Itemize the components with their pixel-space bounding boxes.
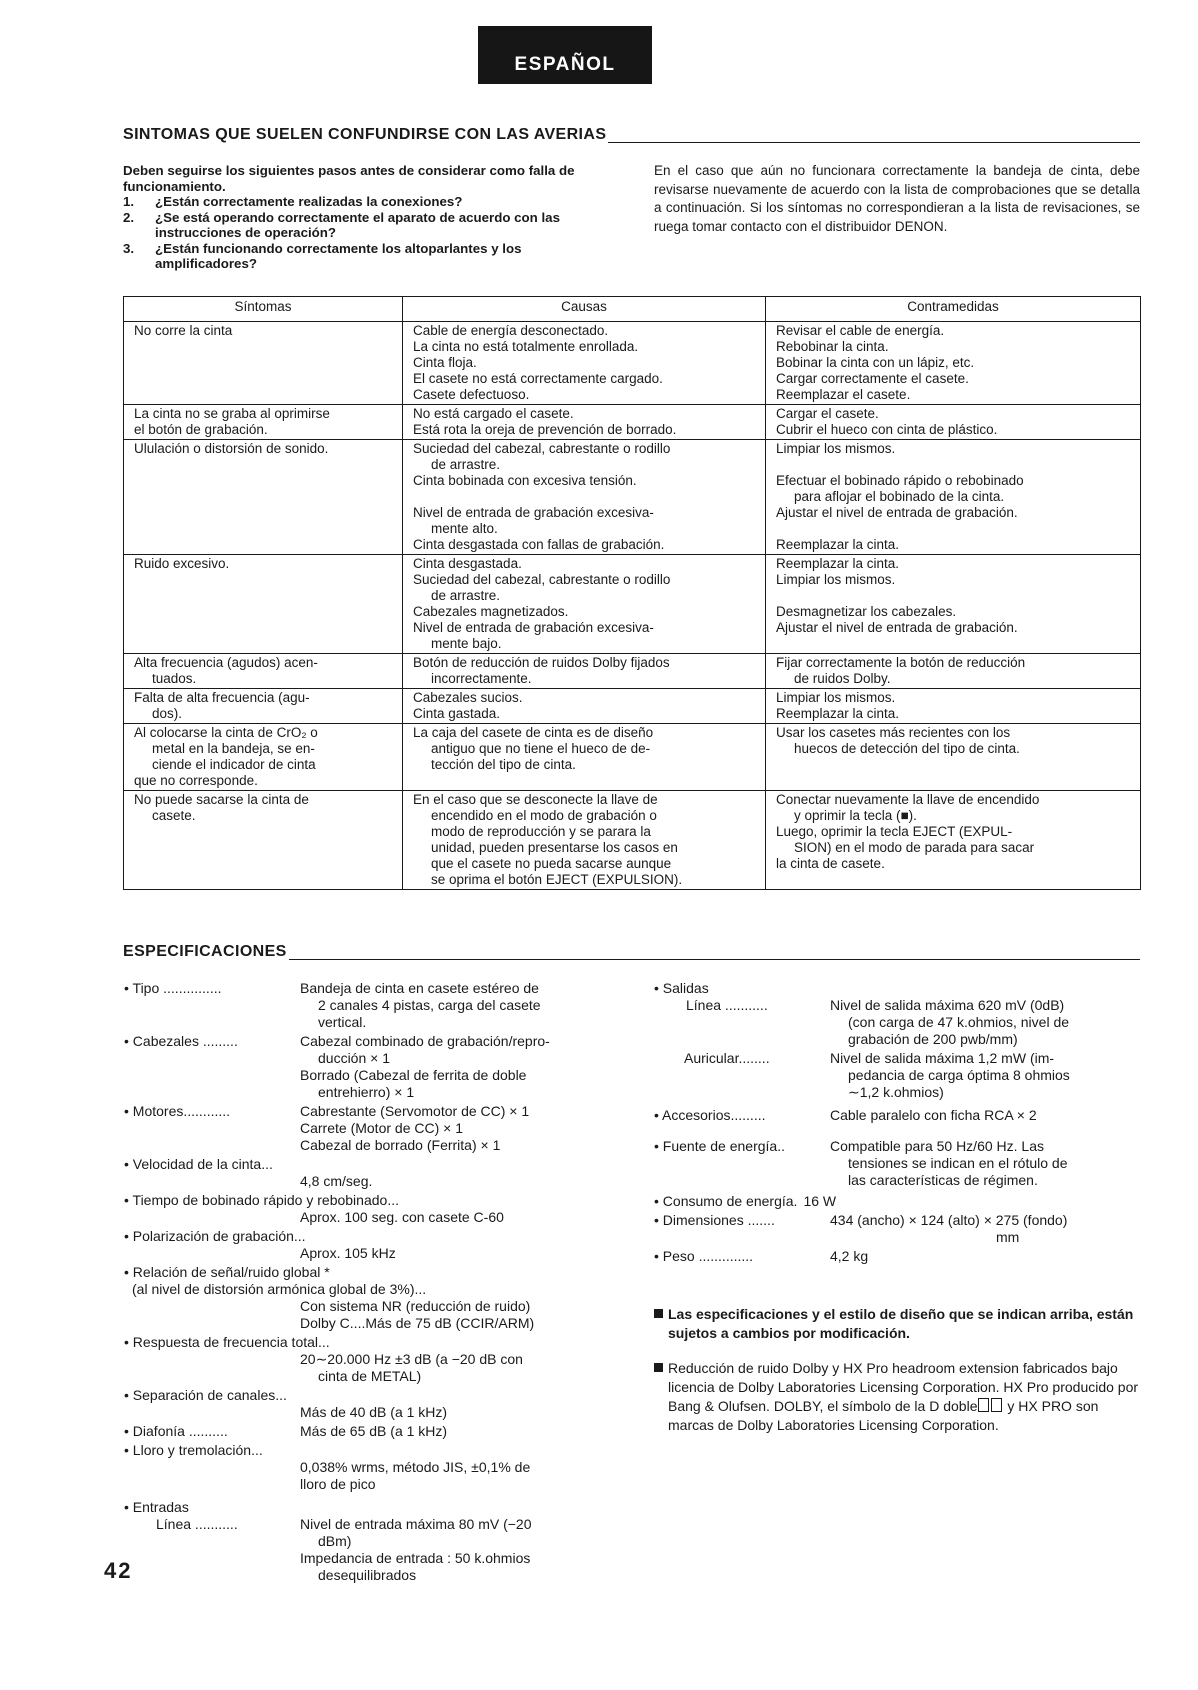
spec-value: cinta de METAL) [318,1368,422,1384]
remedy-cell [766,791,1141,890]
spec-label: • Entradas [124,1499,189,1515]
cell-line [776,521,1130,537]
spec-velocidad [124,1156,614,1190]
spec-consumo [654,1193,1142,1210]
spec-label: • Peso .............. [654,1248,754,1264]
cause-cell [403,405,766,440]
cell-line: para aflojar el bobinado de la cinta. [794,489,1005,504]
cause-cell [403,791,766,890]
spec-accesorios [654,1107,1142,1124]
section-title-text: ESPECIFICACIONES [123,943,287,960]
title-rule [289,958,1140,960]
cell-line: dos). [152,706,183,721]
spec-salidas-label: • Salidas [654,980,709,996]
cell-line: se oprima el botón EJECT (EXPULSION). [431,872,683,887]
cell-line: Limpiar los mismos. [776,572,896,587]
cause-cell [403,654,766,689]
cell-line: La cinta no está totalmente enrollada. [413,339,639,354]
spec-line: Compatible para 50 Hz/60 Hz. Las [830,1138,1044,1154]
cell-line: Casete defectuoso. [413,387,530,402]
cell-line: Ajustar el nivel de entrada de grabación. [776,505,1018,520]
cell-line: Reemplazar la cinta. [776,556,900,571]
cell-line: el botón de grabación. [134,422,268,437]
cell-line: Cargar el casete. [776,406,879,421]
spec-tiempo-bobinado [124,1192,614,1226]
spec-label: • Dimensiones ....... [654,1212,775,1228]
remedy-cell [766,724,1141,791]
spec-label: • Respuesta de frecuencia total... [124,1334,330,1350]
cause-cell [403,440,766,555]
spec-value: 20∼20.000 Hz ±3 dB (a −20 dB con [300,1351,523,1367]
spec-line: entrehierro) × 1 [318,1084,415,1100]
spec-lloro [124,1442,614,1493]
spec-salidas-linea [654,997,1142,1048]
spec-label: • Consumo de energía. [654,1193,798,1209]
spec-entradas-linea [124,1516,614,1584]
cell-line: de arrastre. [431,588,501,603]
dolby-double-d-icon [978,1398,989,1412]
cell-line: incorrectamente. [431,671,532,686]
spec-value [300,980,614,1031]
checklist-number: 2. [123,209,135,225]
cell-line: Revisar el cable de energía. [776,323,945,338]
spec-label: • Polarización de grabación... [124,1228,306,1244]
cell-line: Suciedad del cabezal, cabrestante o rodillo [413,572,671,587]
checklist-item [123,210,613,241]
cell-line: antiguo que no tiene el hueco de de- [431,741,651,756]
cell-line: casete. [152,808,196,823]
spec-tipo [124,980,614,1031]
cell-line: En el caso que se desconecte la llave de [413,792,658,807]
cell-line: Al colocarse la cinta de CrO₂ o [134,725,318,740]
spec-line: Cabezal de borrado (Ferrita) × 1 [300,1137,501,1153]
spec-value: lloro de pico [300,1476,376,1492]
symptom-cell [124,322,403,405]
intro-lead: Deben seguirse los siguientes pasos antes de considerar como falla de funcionamiento. [123,163,575,194]
cell-line: que no corresponde. [134,773,258,788]
spec-line: Carrete (Motor de CC) × 1 [300,1120,463,1136]
cell-line: modo de reproducción y se parara la [431,824,651,839]
spec-line: grabación de 200 pwb/mm) [848,1031,1018,1047]
remedy-cell [766,555,1141,654]
cell-line [776,457,1130,473]
symptom-cell [124,689,403,724]
spec-value: Más de 65 dB (a 1 kHz) [300,1423,448,1439]
cell-line: Falta de alta frecuencia (agu- [134,690,310,705]
spec-line: pedancia de carga óptima 8 ohmios [848,1067,1070,1083]
cell-line: metal en la bandeja, se en- [152,741,315,756]
cell-line: Luego, oprimir la tecla EJECT (EXPUL- [776,824,1013,839]
symptom-cell [124,555,403,654]
cell-line: Cabezales magnetizados. [413,604,569,619]
section-title-symptoms [123,127,1140,143]
cell-line: El casete no está correctamente cargado. [413,371,663,386]
spec-line: 434 (ancho) × 124 (alto) × 275 (fondo) [830,1212,1068,1228]
spec-line: las características de régimen. [848,1172,1038,1188]
spec-line: Bandeja de cinta en casete estéreo de [300,980,539,996]
spec-relacion-senal-ruido [124,1264,614,1332]
cell-line: No corre la cinta [134,323,233,338]
spec-line: vertical. [318,1014,367,1030]
cell-line: Cinta desgastada. [413,556,522,571]
language-tab-label: ESPAÑOL [514,54,616,75]
spec-label: • Tiempo de bobinado rápido y rebobinado... [124,1192,399,1208]
spec-value: 4,8 cm/seg. [300,1173,373,1189]
spec-line: Impedancia de entrada : 50 k.ohmios [300,1550,531,1566]
cause-cell [403,724,766,791]
table-row [124,440,1141,555]
remedy-cell [766,322,1141,405]
spec-label: • Separación de canales... [124,1387,287,1403]
checklist-item [123,194,613,210]
table-row [124,405,1141,440]
cell-line: Nivel de entrada de grabación excesiva- [413,505,654,520]
specs-right-column [654,980,1142,1435]
square-bullet-icon [654,1309,663,1318]
spec-polarizacion [124,1228,614,1262]
cell-line: No puede sacarse la cinta de [134,792,309,807]
spec-line: desequilibrados [318,1567,417,1583]
checklist-item [123,241,613,272]
symptom-cell [124,405,403,440]
table-row [124,555,1141,654]
symptom-cell [124,654,403,689]
spec-label: • Diafonía .......... [124,1423,228,1439]
intro-checklist [123,163,613,272]
spec-line: Nivel de salida máxima 620 mV (0dB) [830,997,1065,1013]
cell-line: Cinta bobinada con excesiva tensión. [413,473,637,488]
spec-dimensiones [654,1212,1142,1246]
checklist-number: 1. [123,194,135,209]
remedy-cell [766,689,1141,724]
spec-value [300,1103,614,1154]
specs-left-column [124,980,614,1586]
spec-label: • Fuente de energía.. [654,1138,785,1154]
cell-line: Está rota la oreja de prevención de borrado. [413,422,677,437]
checklist-text: ¿Están funcionando correctamente los altoparlantes y los amplificadores? [155,240,522,271]
checklist-number: 3. [123,240,135,256]
cell-line: encendido en el modo de grabación o [431,808,657,823]
spec-line: ∼1,2 k.ohmios) [848,1084,944,1100]
spec-value: Con sistema NR (reducción de ruido) [300,1298,531,1314]
cell-line: No está cargado el casete. [413,406,574,421]
spec-value [830,1212,1142,1246]
cell-line [776,588,1130,604]
language-tab [478,26,652,84]
table-row [124,322,1141,405]
spec-value: Aprox. 105 kHz [300,1245,396,1261]
spec-salidas-auricular [654,1050,1142,1101]
spec-label: • Velocidad de la cinta... [124,1156,273,1172]
spec-value [300,1516,614,1584]
spec-line: Cabezal combinado de grabación/repro- [300,1033,550,1049]
spec-value: 0,038% wrms, método JIS, ±0,1% de [300,1459,531,1475]
cell-line: Ruido excesivo. [134,556,230,571]
spec-value: Dolby C....Más de 75 dB (CCIR/ARM) [300,1315,535,1331]
table-row [124,791,1141,890]
cell-line: tección del tipo de cinta. [431,757,576,772]
cell-line: La caja del casete de cinta es de diseño [413,725,654,740]
spec-line: Borrado (Cabezal de ferrita de doble [300,1067,527,1083]
title-rule [608,141,1140,143]
table-row [124,689,1141,724]
note-dolby-license [654,1359,1142,1435]
cell-line: y oprimir la tecla (■). [794,808,917,823]
spec-label: • Accesorios......... [654,1107,766,1123]
spec-line: Nivel de entrada máxima 80 mV (−20 [300,1516,532,1532]
table-header-row [124,297,1141,322]
spec-label: Auricular........ [684,1050,770,1066]
page-number: 42 [104,1558,133,1583]
cell-line [776,636,1130,652]
troubleshooting-table [123,296,1141,890]
cell-line: Cinta gastada. [413,706,501,721]
cell-line [413,489,755,505]
dolby-double-d-icon [991,1398,1002,1412]
cell-line: Bobinar la cinta con un lápiz, etc. [776,355,975,370]
cell-line: Desmagnetizar los cabezales. [776,604,957,619]
note-text-part: y HX PRO son marcas de Dolby Laboratories Licensing Corporation. [668,1398,1099,1433]
spec-line: Nivel de salida máxima 1,2 mW (im- [830,1050,1055,1066]
spec-value: Cable paralelo con ficha RCA × 2 [830,1107,1037,1123]
symptom-cell [124,791,403,890]
note-text: Las especificaciones y el estilo de diseño que se indican arriba, están sujetos a cambios por modificación. [668,1306,1134,1341]
spec-line: tensiones se indican en el rótulo de [848,1155,1068,1171]
cell-line: Ajustar el nivel de entrada de grabación. [776,620,1018,635]
spec-value [830,1050,1142,1101]
spec-label: • Cabezales ......... [124,1033,238,1049]
remedy-cell [766,405,1141,440]
spec-motores [124,1103,614,1154]
spec-line: dBm) [318,1533,352,1549]
cell-line: ciende el indicador de cinta [152,757,316,772]
cell-line: Fijar correctamente la botón de reducción [776,655,1026,670]
cell-line: mente alto. [431,521,498,536]
note-text-part: Reducción de ruido Dolby y HX Pro headroom extension fabricados bajo licencia de Dolby Laboratories Licensing Corporation. HX Pro producido por Bang & Olufsen. DOLBY, el símbolo de la D doble [668,1360,1139,1414]
cell-line: La cinta no se graba al oprimirse [134,406,330,421]
cell-line: tuados. [152,671,197,686]
symptom-cell [124,440,403,555]
cell-line: Cinta floja. [413,355,477,370]
note-specs-change [654,1305,1142,1343]
cell-line: Usar los casetes más recientes con los [776,725,1011,740]
cell-line: Conectar nuevamente la llave de encendido [776,792,1040,807]
cell-line: Reemplazar la cinta. [776,706,900,721]
cause-cell [403,555,766,654]
cell-line: SION) en el modo de parada para sacar [794,840,1035,855]
spec-label: • Relación de señal/ruido global * [124,1264,330,1280]
spec-cabezales [124,1033,614,1101]
spec-label: • Tipo ............... [124,980,222,996]
cell-line: Cargar correctamente el casete. [776,371,969,386]
cell-line: Limpiar los mismos. [776,441,896,456]
header-symptoms: Síntomas [124,297,403,322]
cell-line: Nivel de entrada de grabación excesiva- [413,620,654,635]
spec-line: 2 canales 4 pistas, carga del casete [318,997,541,1013]
cell-line: Cabezales sucios. [413,690,523,705]
section-title-specs [123,944,1140,960]
cell-line: Alta frecuencia (agudos) acen- [134,655,318,670]
spec-value [830,997,1142,1048]
cell-line: Reemplazar la cinta. [776,537,900,552]
cell-line: Ululación o distorsión de sonido. [134,441,329,456]
spec-line: mm [996,1229,1020,1245]
note-text [668,1359,1142,1435]
spec-value [830,1138,1142,1189]
cell-line: unidad, pueden presentarse los casos en [431,840,678,855]
cell-line: de arrastre. [431,457,501,472]
spec-label: (al nivel de distorsión armónica global de 3%)... [132,1281,427,1297]
header-remedies: Contramedidas [766,297,1141,322]
cell-line: Limpiar los mismos. [776,690,896,705]
spec-line: Cabrestante (Servomotor de CC) × 1 [300,1103,530,1119]
cell-line: huecos de detección del tipo de cinta. [794,741,1020,756]
table-row [124,654,1141,689]
cause-cell [403,322,766,405]
intro-paragraph: En el caso que aún no funcionara correctamente la bandeja de cinta, debe revisarse nuevamente de acuerdo con la lista de comprobaciones que se detalla a continuación. Si los síntomas no correspondieran a la lista de revisaciones, se ruega tomar contacto con el distribuidor DENON. [654,163,1140,234]
spec-fuente-energia [654,1138,1142,1189]
spec-separacion [124,1387,614,1421]
spec-entradas [124,1499,614,1584]
symptom-cell [124,724,403,791]
spec-line: ducción × 1 [318,1050,390,1066]
square-bullet-icon [654,1363,663,1372]
cell-line: Reemplazar el casete. [776,387,911,402]
cell-line: Cable de energía desconectado. [413,323,609,338]
spec-label: Línea ........... [156,1516,238,1532]
table-row [124,724,1141,791]
checklist-text: ¿Se está operando correctamente el aparato de acuerdo con las instrucciones de operación? [155,209,560,240]
spec-value: 16 W [803,1193,837,1209]
cell-line: mente bajo. [431,636,502,651]
cell-line: Botón de reducción de ruidos Dolby fijados [413,655,670,670]
checklist-text: ¿Están correctamente realizadas la conexiones? [155,194,463,209]
remedy-cell [766,440,1141,555]
spec-peso [654,1248,1142,1265]
cell-line: Cinta desgastada con fallas de grabación. [413,537,665,552]
section-title-text: SINTOMAS QUE SUELEN CONFUNDIRSE CON LAS AVERIAS [123,126,607,143]
spec-label: • Lloro y tremolación... [124,1442,263,1458]
cell-line: Efectuar el bobinado rápido o rebobinado [776,473,1024,488]
spec-value: Más de 40 dB (a 1 kHz) [300,1404,448,1420]
spec-value [300,1033,614,1101]
cell-line: Cubrir el hueco con cinta de plástico. [776,422,998,437]
spec-value: Aprox. 100 seg. con casete C-60 [300,1209,504,1225]
cell-line: Suciedad del cabezal, cabrestante o rodillo [413,441,671,456]
spec-diafonia [124,1423,614,1440]
remedy-cell [766,654,1141,689]
spec-value: 4,2 kg [830,1248,869,1264]
cell-line: Rebobinar la cinta. [776,339,889,354]
spec-line: (con carga de 47 k.ohmios, nivel de [848,1014,1070,1030]
spec-respuesta-frecuencia [124,1334,614,1385]
cell-line: la cinta de casete. [776,856,885,871]
spec-label: • Motores............ [124,1103,231,1119]
cell-line: de ruidos Dolby. [794,671,891,686]
header-causes: Causas [403,297,766,322]
cell-line: que el casete no pueda sacarse aunque [431,856,672,871]
spec-label: Línea ........... [686,997,768,1013]
cause-cell [403,689,766,724]
